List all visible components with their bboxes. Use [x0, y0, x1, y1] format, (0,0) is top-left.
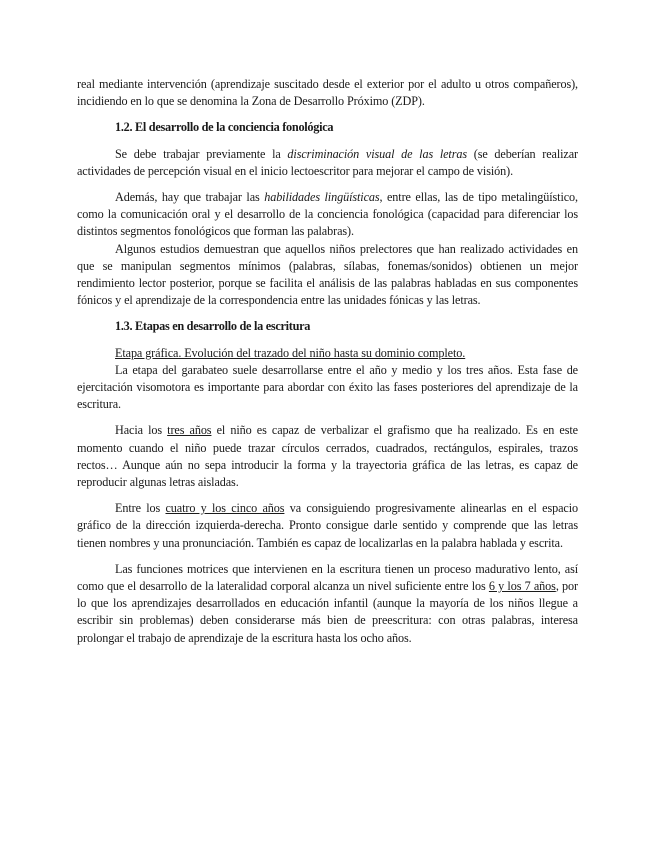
text-run: Además, hay que trabajar las: [115, 190, 265, 205]
underlined-subheading: Etapa gráfica. Evolución del trazado del niño hasta su dominio completo.: [115, 345, 466, 360]
emphasis-visual-discrimination: discriminación visual de las letras: [287, 146, 467, 161]
subheading-graphic-stage: [77, 345, 578, 362]
text-run: Hacia los: [115, 423, 168, 438]
underlined-three-years: tres años: [167, 423, 212, 438]
paragraph-studies: Algunos estudios demuestran que aquellos niños prelectores que han realizado actividades en que se manipulan segmentos mínimos (palabras, sílabas, fonemas/sonidos) obtienen un mejor rendimiento lector posterior, porque se facilita el análisis de las palabras habladas en sus componentes fónicos y el aprendizaje de la correspondencia entre las unidades fónicas y las letras.: [77, 241, 578, 308]
text-run: el niño es capaz de verbalizar el grafismo que ha realizado. Es en este momento cuando el niño puede trazar círculos cerrados, cuadrados, rectángulos, espirales, trazos rectos… Aunque aún no sepa introducir la forma y la trayectoria gráfica de las letras, es capaz de reproducir algunas letras aisladas.: [77, 423, 578, 490]
section-heading-1-3: 1.3. Etapas en desarrollo de la escritura: [115, 319, 311, 334]
text-run: (se deberían realizar actividades de percepción visual en el inicio lectoescritor para mejorar el campo de visión).: [77, 146, 579, 178]
text-run: Entre los: [115, 501, 166, 516]
text-run: , entre ellas, las de tipo metalingüístico, como la comunicación oral y el desarrollo de la conciencia fonológica (capacidad para diferenciar los distintos segmentos fonológicos que forman las palabras).: [77, 190, 578, 239]
section-heading-1-2: 1.2. El desarrollo de la conciencia fonológica: [115, 120, 334, 135]
text-run: Las funciones motrices que intervienen en la escritura tienen un proceso madurativo lento, así como que el desarrollo de la lateralidad corporal alcanza un nivel suficiente entre los: [77, 561, 578, 594]
paragraph-linguistic-skills: [77, 189, 578, 241]
emphasis-linguistic-skills: habilidades lingüísticas: [264, 190, 380, 205]
paragraph-visual-discrimination: [77, 146, 578, 180]
text-run: Se debe trabajar previamente la: [115, 146, 288, 161]
underlined-four-five-years: cuatro y los cinco años: [165, 501, 285, 516]
text-run: va consiguiendo progresivamente alinearlas en el espacio gráfico de la dirección izquierda-derecha. Pronto consigue darle sentido y comprende que las letras tienen nombres y una pronunciación. También es capaz de localizarlas en la palabra hablada y escrita.: [77, 501, 578, 550]
underlined-six-seven-years: 6 y los 7 años: [488, 579, 556, 594]
text-run: , por lo que los aprendizajes desarrollados en educación infantil (aunque la mayoría de los niños llegue a escribir sin problemas) deben considerarse más bien de preescritura: con otras palabras, interesa prolongar el trabajo de aprendizaje de la escritura hasta los ocho años.: [77, 579, 578, 645]
paragraph-scribble-stage: La etapa del garabateo suele desarrollarse entre el año y medio y los tres años. Esta fase de ejercitación visomotora es importante para abordar con éxito las fases posteriores del aprendizaje de la escritura.: [77, 362, 578, 412]
paragraph-four-five-years: [77, 500, 578, 552]
intro-paragraph: real mediante intervención (aprendizaje suscitado desde el exterior por el adulto u otros compañeros), incidiendo en lo que se denomina la Zona de Desarrollo Próximo (ZDP).: [77, 77, 578, 109]
paragraph-three-years: [77, 422, 578, 491]
paragraph-motor-functions: [77, 561, 578, 647]
